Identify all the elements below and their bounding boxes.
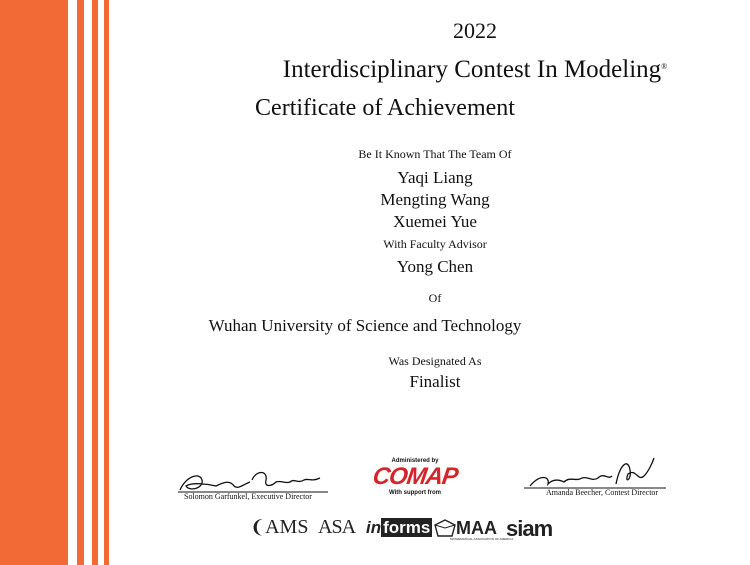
right-signature-caption: Amanda Beecher, Contest Director [546, 488, 659, 497]
stripe-wide [0, 0, 68, 565]
designated-label: Was Designated As [388, 354, 482, 368]
stripe-1 [77, 0, 84, 565]
designation: Finalist [409, 372, 461, 391]
informs-text-a: in [366, 518, 382, 537]
team-member: Yaqi Liang [397, 168, 473, 187]
comap-logo: COMAP [371, 463, 460, 490]
team-member: Xuemei Yue [393, 212, 477, 231]
informs-text-b: forms [383, 518, 431, 537]
university-name: Wuhan University of Science and Technology [208, 316, 522, 335]
support-label: With support from [389, 490, 441, 496]
contest-name: Interdisciplinary Contest In Modeling [282, 56, 662, 83]
maa-polyhedron-icon [434, 519, 456, 537]
team-member: Mengting Wang [380, 190, 490, 209]
stripe-3 [104, 0, 109, 565]
administered-label: Administered by [391, 458, 439, 464]
maa-logo [434, 518, 513, 541]
informs-logo [366, 518, 432, 538]
ams-arc-icon: ❨ [250, 517, 266, 537]
left-signature-caption: Solomon Garfunkel, Executive Director [184, 492, 312, 501]
stripe-2 [92, 0, 98, 565]
siam-logo: siam [506, 516, 553, 541]
ams-logo [250, 516, 308, 539]
advisor-name: Yong Chen [396, 257, 474, 276]
certificate-year: 2022 [453, 18, 497, 43]
certificate-subtitle: Certificate of Achievement [255, 95, 515, 121]
registered-mark: ® [661, 62, 668, 71]
sponsor-logos [250, 516, 570, 544]
advisor-label: With Faculty Advisor [383, 237, 487, 251]
contest-title [160, 56, 750, 84]
maa-subtext: MATHEMATICAL ASSOCIATION OF AMERICA [450, 537, 514, 541]
maa-text: MAA [456, 518, 497, 538]
border-stripes [0, 0, 110, 565]
ams-text: AMS [265, 516, 309, 538]
known-label: Be It Known That The Team Of [358, 147, 512, 161]
asa-text: ASA [318, 516, 356, 538]
of-label: Of [428, 291, 442, 305]
asa-logo [318, 516, 355, 539]
administered-by-block [370, 458, 460, 496]
